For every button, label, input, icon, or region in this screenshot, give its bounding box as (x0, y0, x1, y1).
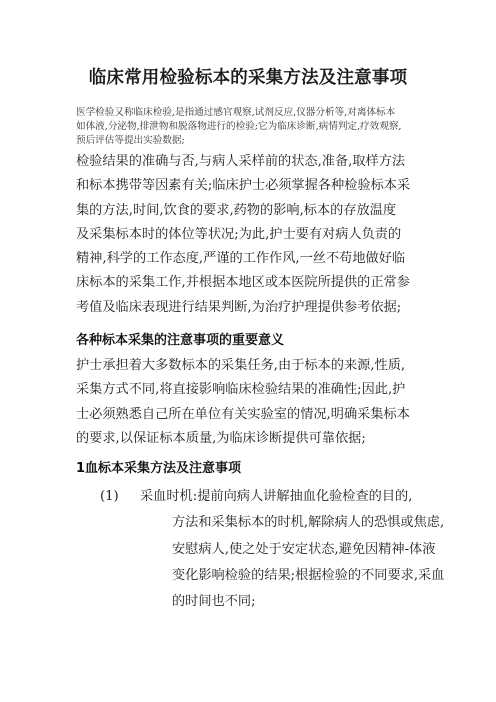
section-heading-blood-sample: 1血标本采集方法及注意事项 (76, 461, 242, 476)
paragraph-line: 和标本携带等因素有关;临床护士必须掌握各种检验标本采 (76, 178, 411, 194)
list-line: 采血时机:提前向病人讲解抽血化验检查的目的, (140, 489, 413, 504)
paragraph-line: 考值及临床表现进行结果判断,为治疗护理提供参考依据; (76, 299, 402, 315)
abstract-line: 预后评估等提出实验数据; (76, 135, 185, 146)
paragraph-line: 床标本的采集工作,并根据本地区或本医院所提供的正常参 (76, 275, 410, 291)
abstract-block (76, 106, 426, 148)
section-heading-importance: 各种标本采集的注意事项的重要意义 (76, 333, 285, 348)
abstract-line: 如体液,分泌物,排泄物和脱落物进行的检验;它为临床诊断,病情判定,疗效观察, (76, 121, 402, 132)
paragraph-line: 精神,科学的工作态度,严谨的工作作风,一丝不苟地做好临 (76, 251, 406, 267)
paragraph-line: 护士承担着大多数标本的采集任务,由于标本的来源,性质, (76, 358, 406, 373)
paragraph-line: 及采集标本时的体位等状况;为此,护士要有对病人负责的 (76, 226, 402, 242)
paragraph-line: 采集方式不同,将直接影响临床检验结果的准确性;因此,护 (76, 382, 406, 398)
paragraph-2 (76, 354, 436, 451)
list-line: 安慰病人,使之处于安定状态,避免因精神-体液 (172, 541, 436, 557)
paragraph-line: 的要求,以保证标本质量,为临床诊断提供可靠依据; (76, 430, 366, 446)
list-line: 的时间也不同; (172, 594, 256, 610)
list-item-text (140, 484, 444, 615)
paragraph-line: 士必须熟悉自己所在单位有关实验室的情况,明确采集标本 (76, 406, 410, 422)
abstract-line: 医学检验又称临床检验,是指通过感官观察,试剂反应,仪器分析等,对离体标本 (76, 107, 396, 118)
list-line: 变化影响检验的结果;根据检验的不同要求,采血 (172, 567, 445, 583)
paragraph-1 (76, 150, 436, 320)
paragraph-line: 集的方法,时间,饮食的要求,药物的影响,标本的存放温度 (76, 202, 397, 218)
document-title: 临床常用检验标本的采集方法及注意事项 (88, 68, 408, 88)
paragraph-line: 检验结果的准确与否,与病人采样前的状态,准备,取样方法 (76, 154, 406, 169)
list-line: 方法和采集标本的时机,解除病人的恐惧或焦虑, (172, 515, 445, 531)
list-marker: (1) (100, 489, 119, 504)
